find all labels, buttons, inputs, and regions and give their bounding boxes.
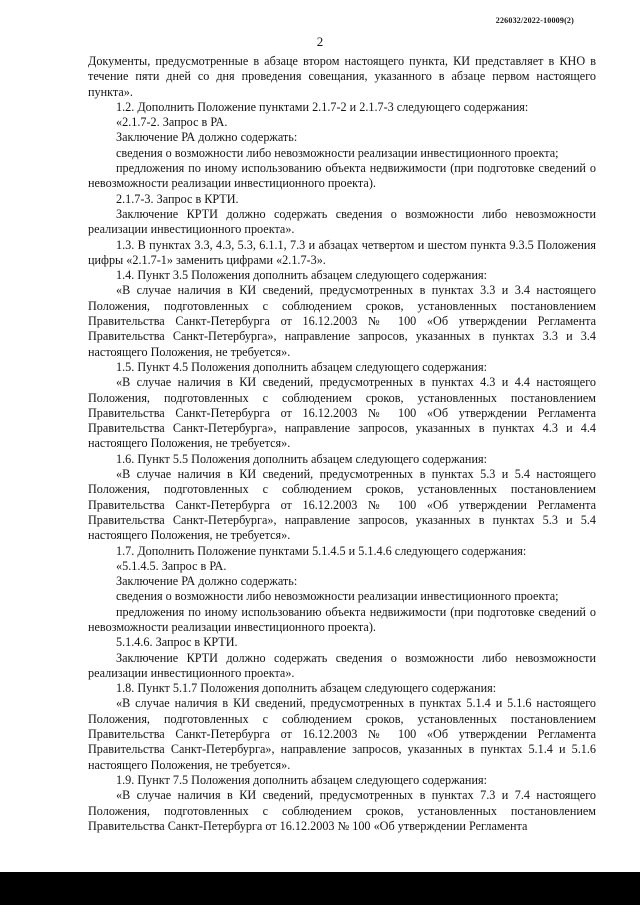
paragraph: Заключение РА должно содержать:	[116, 130, 298, 145]
paragraph: 1.9. Пункт 7.5 Положения дополнить абзацем следующего содержания:	[116, 772, 487, 787]
page-number: 2	[316, 34, 324, 49]
paragraph: сведения о возможности либо невозможности реализации инвестиционного проекта;	[116, 589, 559, 604]
paragraph: 1.3. В пунктах 3.3, 4.3, 5.3, 6.1.1, 7.3 и абзацах четвертом и шестом пункта 9.3.5 Положения цифры «2.1.7-1» заменить цифрами «2.1.7-3».	[88, 237, 596, 267]
paragraph: 5.1.4.6. Запрос в КРТИ.	[116, 635, 238, 650]
paragraph: «2.1.7-2. Запрос в РА.	[116, 115, 228, 130]
paragraph: «5.1.4.5. Запрос в РА.	[116, 558, 227, 573]
paragraph: «В случае наличия в КИ сведений, предусмотренных в пунктах 3.3 и 3.4 настоящего Положения, подготовленных с соблюдением сроков, установленных постановлением Правительства Санкт-Петербурга от 16.12.2003 № 100 «Об утверждении Регламента Правительства Санкт-Петербурга», направление запросов, указанных в пунктах 3.3 и 3.4 настоящего Положения, не требуется».	[88, 283, 596, 359]
paragraph: предложения по иному использованию объекта недвижимости (при подготовке сведений о невозможности реализации инвестиционного проекта).	[88, 161, 596, 191]
paragraph: «В случае наличия в КИ сведений, предусмотренных в пунктах 7.3 и 7.4 настоящего Положения, подготовленных с соблюдением сроков, установленных постановлением Правительства Санкт-Петербурга от 16.12.2003 № 100 «Об утверждении Регламента	[88, 788, 596, 833]
document-body	[88, 54, 596, 834]
paragraph: «В случае наличия в КИ сведений, предусмотренных в пунктах 5.1.4 и 5.1.6 настоящего Положения, подготовленных с соблюдением сроков, установленных постановлением Правительства Санкт-Петербурга от 16.12.2003 № 100 «Об утверждении Регламента Правительства Санкт-Петербурга», направление запросов, указанных в пунктах 5.1.4 и 5.1.6 настоящего Положения, не требуется».	[88, 696, 596, 772]
paragraph: Заключение КРТИ должно содержать сведения о возможности либо невозможности реализации инвестиционного проекта».	[88, 206, 596, 237]
paragraph: 1.7. Дополнить Положение пунктами 5.1.4.5 и 5.1.4.6 следующего содержания:	[116, 543, 527, 558]
paragraph: предложения по иному использованию объекта недвижимости (при подготовке сведений о невозможности реализации инвестиционного проекта).	[88, 604, 596, 634]
paragraph: 1.4. Пункт 3.5 Положения дополнить абзацем следующего содержания:	[116, 268, 487, 283]
paragraph: Заключение РА должно содержать:	[116, 574, 298, 589]
paragraph: Заключение КРТИ должно содержать сведения о возможности либо невозможности реализации инвестиционного проекта».	[88, 650, 596, 680]
paragraph: «В случае наличия в КИ сведений, предусмотренных в пунктах 5.3 и 5.4 настоящего Положения, подготовленных с соблюдением сроков, установленных постановлением Правительства Санкт-Петербурга от 16.12.2003 № 100 «Об утверждении Регламента Правительства Санкт-Петербурга», направление запросов, указанных в пунктах 5.3 и 5.4 настоящего Положения, не требуется».	[88, 467, 596, 543]
document-id: 226032/2022-10009(2)	[495, 16, 574, 25]
paragraph: 1.5. Пункт 4.5 Положения дополнить абзацем следующего содержания:	[116, 359, 487, 374]
paragraph: Документы, предусмотренные в абзаце втором настоящего пункта, КИ представляет в КНО в течение пяти дней со дня проведения совещания, указанного в абзаце первом настоящего пункта».	[88, 54, 596, 99]
paragraph: 2.1.7-3. Запрос в КРТИ.	[116, 191, 239, 206]
paragraph: 1.8. Пункт 5.1.7 Положения дополнить абзацем следующего содержания:	[116, 681, 497, 696]
paragraph: 1.2. Дополнить Положение пунктами 2.1.7-2 и 2.1.7-3 следующего содержания:	[116, 99, 529, 114]
paragraph: сведения о возможности либо невозможности реализации инвестиционного проекта;	[116, 145, 559, 160]
paragraph: 1.6. Пункт 5.5 Положения дополнить абзацем следующего содержания:	[116, 451, 487, 466]
scan-border-bar	[0, 872, 640, 905]
paragraph: «В случае наличия в КИ сведений, предусмотренных в пунктах 4.3 и 4.4 настоящего Положения, подготовленных с соблюдением сроков, установленных постановлением Правительства Санкт-Петербурга от 16.12.2003 № 100 «Об утверждении Регламента Правительства Санкт-Петербурга», направление запросов, указанных в пунктах 4.3 и 4.4 настоящего Положения, не требуется».	[88, 375, 596, 451]
